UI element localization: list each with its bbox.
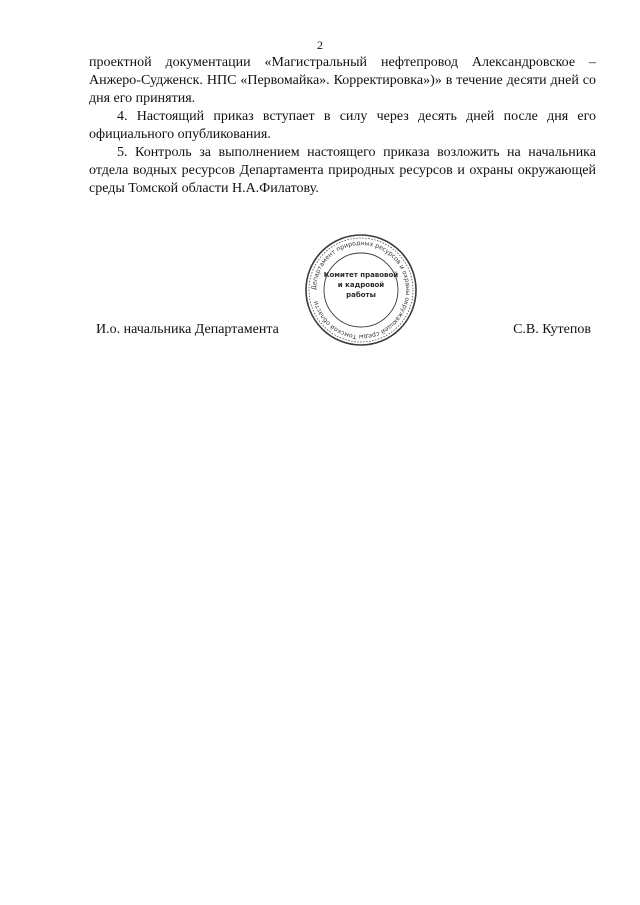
stamp-center-line-2: и кадровой [337,281,385,289]
paragraph-item-5: 5. Контроль за выполнением настоящего приказа возложить на начальника отдела водных ресурсов Департамента природных ресурсов и охраны окружающей среды Томской области Н.А.Филатову. [89,145,596,196]
signatory-name: С.В. Кутепов [513,322,591,337]
paragraph-continuation: проектной документации «Магистральный нефтепровод Александровское – Анжеро-Судженск. НПС «Первомайка». Корректировка»)» в течение десяти дней со дня его принятия. [89,55,596,106]
signatory-position: И.о. начальника Департамента [96,322,279,337]
page-number: 2 [317,38,323,52]
document-body [89,54,596,198]
stamp-center-line-1: Комитет правовой [323,271,399,279]
stamp-center-text [319,270,403,300]
paragraph-item-4: 4. Настоящий приказ вступает в силу через десять дней после дня его официального опубликования. [89,109,596,142]
official-stamp [303,232,419,348]
stamp-center-line-3: работы [346,291,376,299]
stamp-ring-text: Департамент природных ресурсов и охраны окружающей среды Томской области [310,239,412,341]
